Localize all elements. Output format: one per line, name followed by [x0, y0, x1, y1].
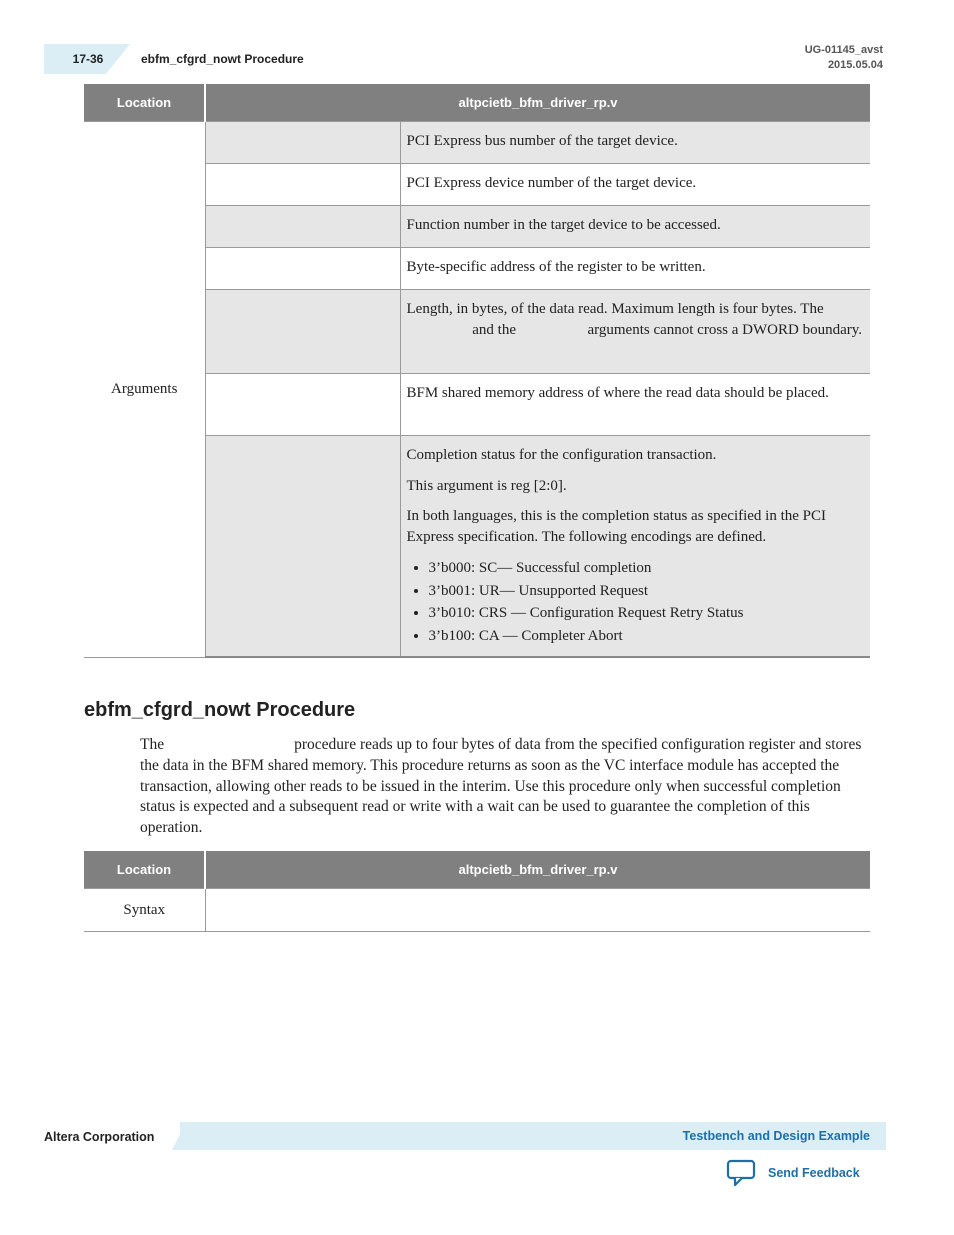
page-number: 17-36	[72, 52, 104, 66]
argument-name-cell	[205, 248, 400, 290]
file-header: altpcietb_bfm_driver_rp.v	[205, 84, 870, 122]
encoding-list	[407, 557, 865, 647]
list-item: • 3’b100: CA — Completer Abort	[429, 625, 865, 648]
document-code: UG-01145_avst	[804, 44, 883, 56]
location-header: Location	[84, 851, 205, 889]
file-header: altpcietb_bfm_driver_rp.v	[205, 851, 870, 889]
send-feedback-label: Send Feedback	[768, 1166, 860, 1180]
table-row	[84, 122, 870, 164]
footer-company: Altera Corporation	[44, 1130, 155, 1144]
argument-name-cell	[205, 164, 400, 206]
running-title: ebfm_cfgrd_nowt Procedure	[141, 52, 304, 66]
argument-description: BFM shared memory address of where the read data should be placed.	[400, 374, 870, 436]
section-paragraph: The procedure reads up to four bytes of data from the specified configuration register and stores the data in the BFM shared memory. This procedure returns as soon as the VC interface module has accepted the transaction, allowing other reads to be issued in the interim. Use this procedure only when successful completion status is expected and a subsequent read or write with a wait can be used to guarantee the completion of this operation.	[140, 736, 862, 837]
argument-name-cell	[205, 374, 400, 436]
speech-bubble-icon	[726, 1159, 756, 1187]
argument-name-cell	[205, 436, 400, 658]
list-item: • 3’b001: UR— Unsupported Request	[429, 580, 865, 603]
argument-type-text: This argument is reg [2:0].	[406, 477, 567, 494]
argument-description	[400, 436, 870, 658]
send-feedback-link[interactable]	[726, 1158, 860, 1188]
section-heading: ebfm_cfgrd_nowt Procedure	[84, 699, 356, 721]
table-header-row	[84, 84, 870, 122]
document-id	[805, 43, 883, 73]
footer-chapter-link[interactable]: Testbench and Design Example	[682, 1129, 870, 1143]
argument-description: Function number in the target device to be accessed.	[400, 206, 870, 248]
completion-status-text: Completion status for the configuration transaction.	[406, 447, 717, 463]
argument-description: Length, in bytes, of the data read. Maximum length is four bytes. The and the arguments cannot cross a DWORD boundary.	[400, 290, 870, 374]
syntax-table	[84, 851, 870, 932]
table-header-row	[84, 851, 870, 889]
arguments-label: Arguments	[84, 122, 205, 658]
syntax-label: Syntax	[84, 889, 205, 932]
list-item: • 3’b000: SC— Successful completion	[429, 557, 865, 580]
argument-description: Byte-specific address of the register to be written.	[400, 248, 870, 290]
list-item: • 3’b010: CRS — Configuration Request Retry Status	[429, 602, 865, 625]
argument-description: PCI Express device number of the target device.	[400, 164, 870, 206]
argument-name-cell	[205, 290, 400, 374]
argument-name-cell	[205, 206, 400, 248]
arguments-table	[84, 84, 870, 658]
argument-name-cell	[205, 122, 400, 164]
encoding-intro-text: In both languages, this is the completion status as specified in the PCI Express specification. The following encodings are defined.	[406, 508, 827, 545]
location-header: Location	[84, 84, 205, 122]
document-date: 2015.05.04	[827, 59, 883, 71]
table-row	[84, 889, 870, 932]
argument-description: PCI Express bus number of the target device.	[400, 122, 870, 164]
syntax-cell	[205, 889, 870, 932]
